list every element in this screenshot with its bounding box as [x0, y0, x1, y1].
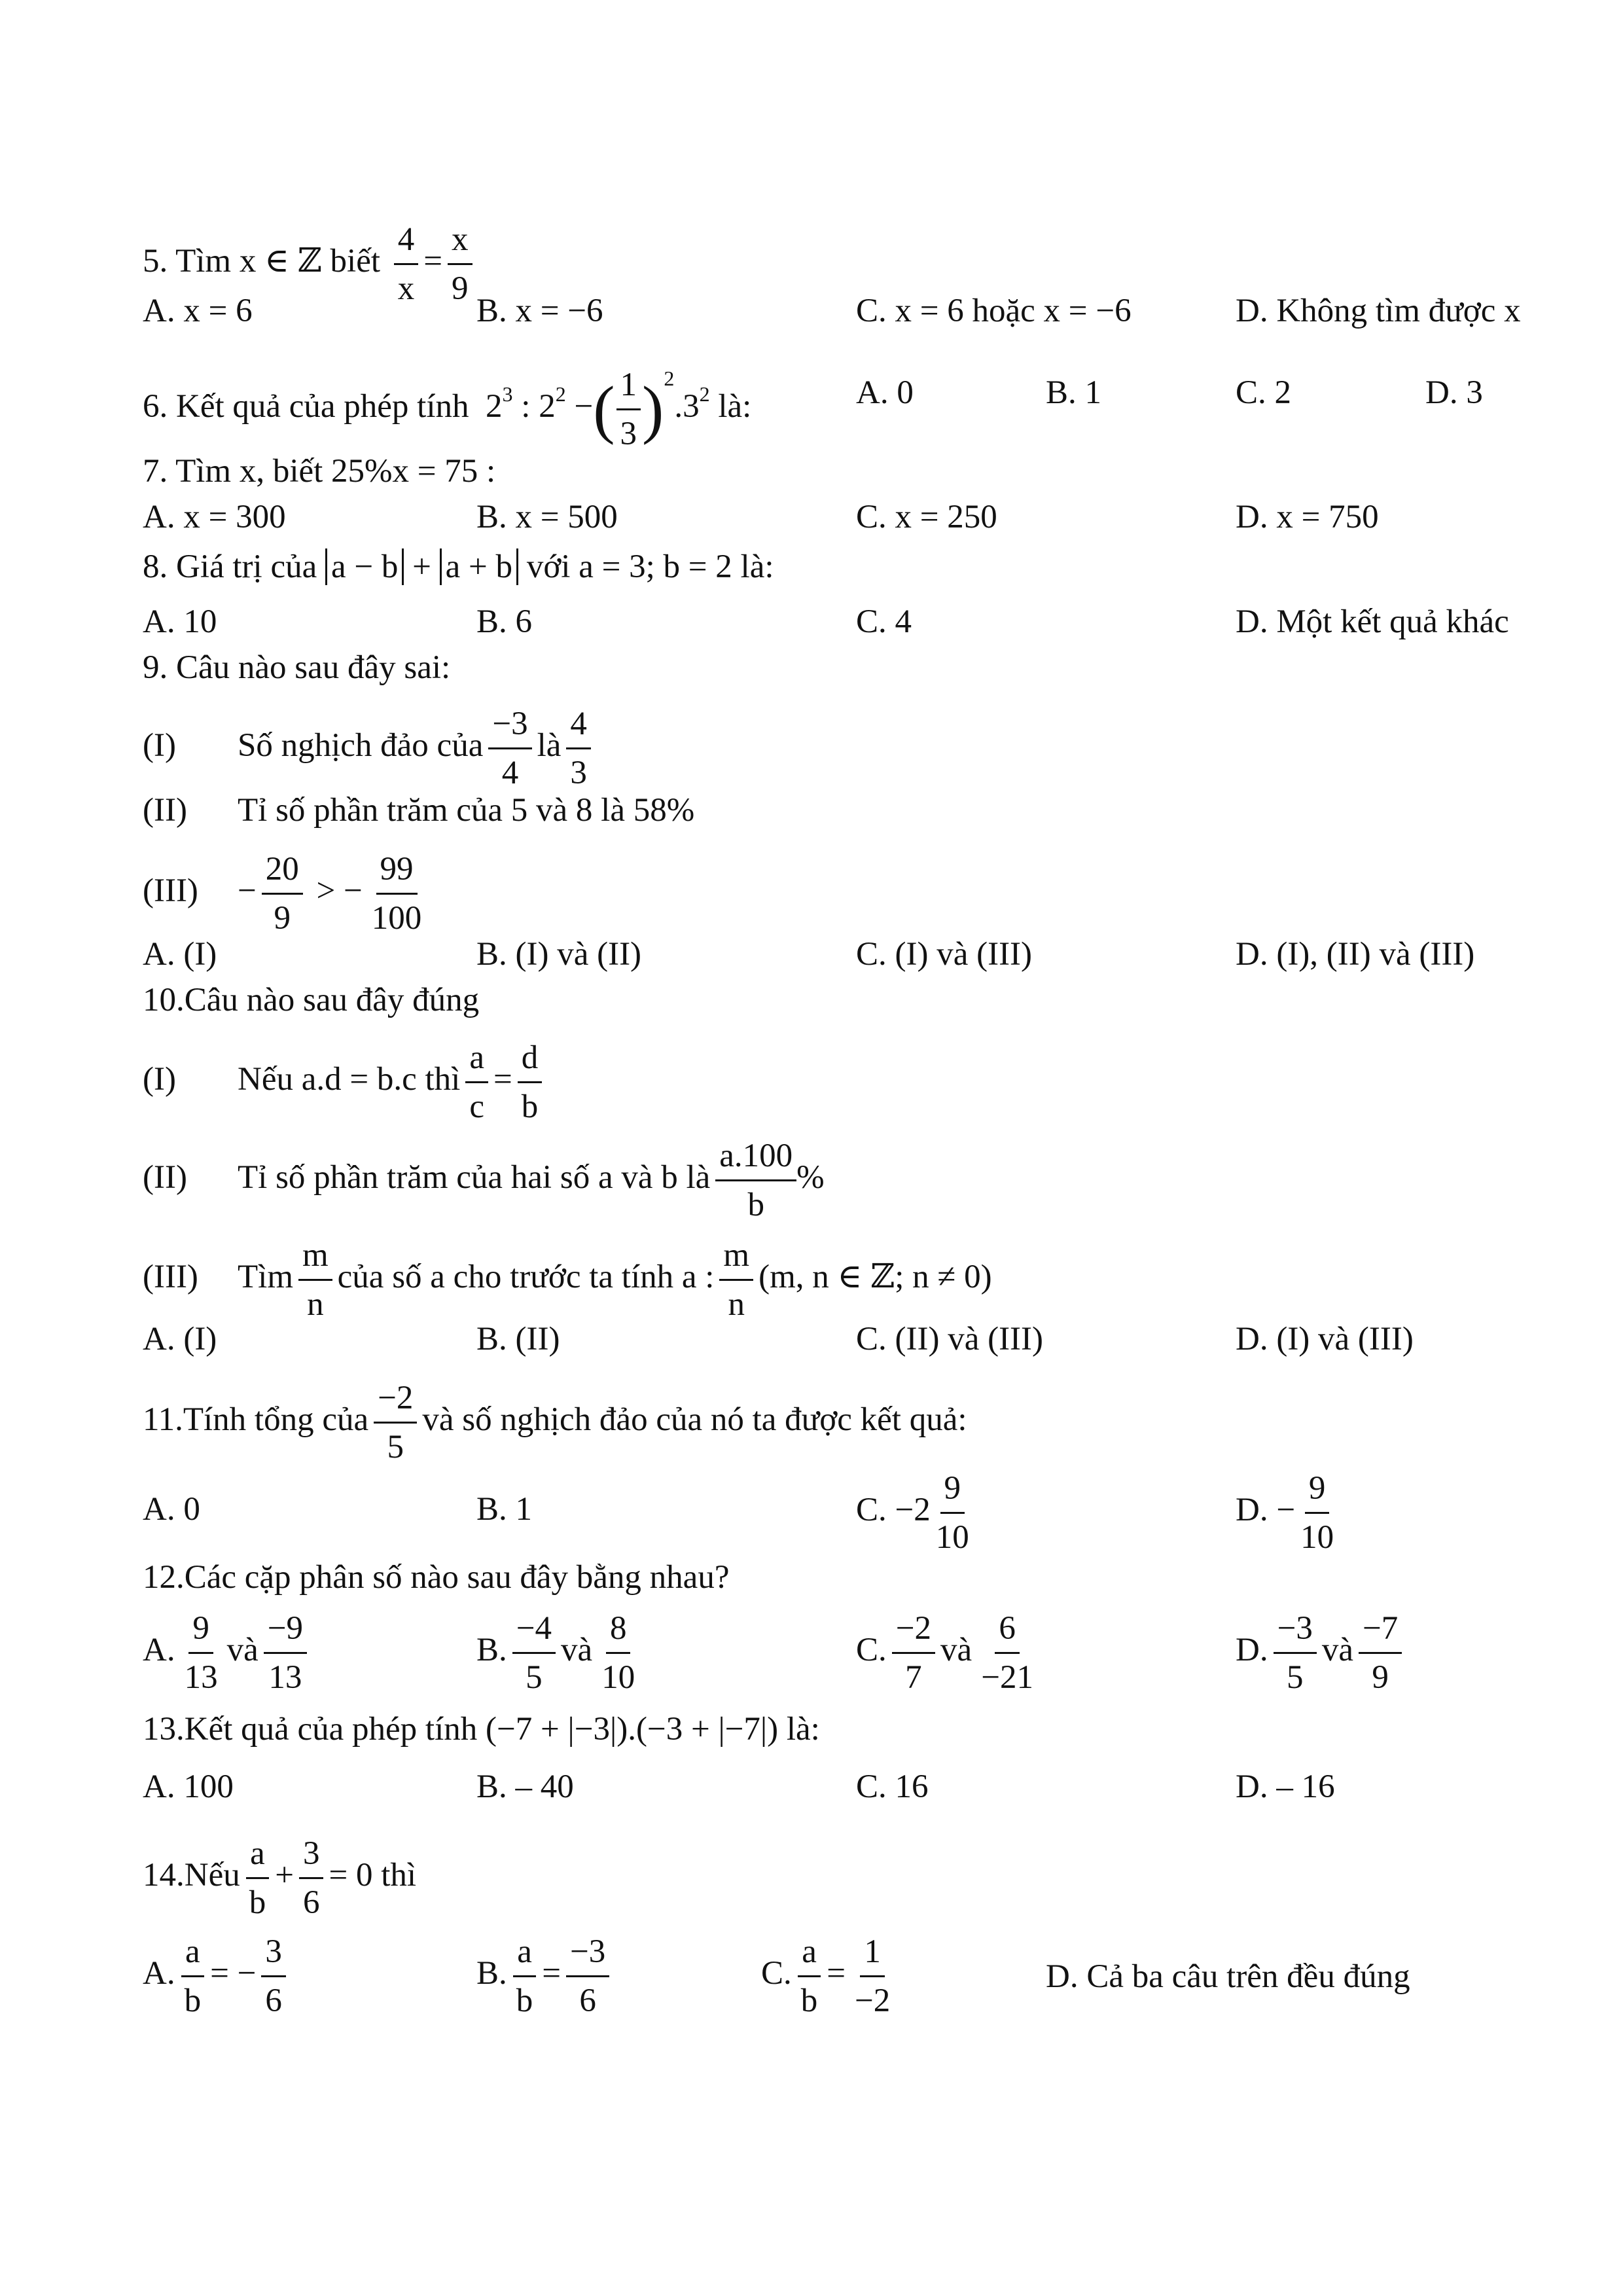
- q5-option-c[interactable]: C. x = 6 hoặc x = −6: [856, 293, 1132, 329]
- q6-option-c[interactable]: C. 2: [1236, 374, 1292, 411]
- q8-text: 8. Giá trị của: [143, 548, 317, 585]
- q12-d-fraction-1: $\frac{-3}{5}$: [1274, 1605, 1317, 1701]
- q12-option-a[interactable]: A. $\frac{9}{13}$ và $\frac{-9}{13}$: [143, 1605, 312, 1701]
- q8-option-a[interactable]: A. 10: [143, 603, 217, 640]
- q9-i-fraction-2: $\frac{4}{3}$: [566, 700, 591, 797]
- q7-option-b[interactable]: B. x = 500: [476, 499, 618, 535]
- q5-stem: 5. Tìm x ∈ ℤ biết $\frac{4}{x}$ = $\frac{x}{9}$: [143, 216, 478, 312]
- q8-option-d[interactable]: D. Một kết quả khác: [1236, 603, 1509, 640]
- q9-option-c[interactable]: C. (I) và (III): [856, 936, 1033, 973]
- q7-option-c[interactable]: C. x = 250: [856, 499, 997, 535]
- q11-fraction: $\frac{-2}{5}$: [374, 1374, 417, 1471]
- q9-option-d[interactable]: D. (I), (II) và (III): [1236, 936, 1475, 973]
- q9-iii-fraction-1: $\frac{20}{9}$: [262, 846, 303, 942]
- q6-option-d[interactable]: D. 3: [1425, 374, 1483, 411]
- q11-stem: 11.Tính tổng của $\frac{-2}{5}$ và số nghịch đảo của nó ta được kết quả:: [143, 1374, 967, 1471]
- q12-option-c[interactable]: C. $\frac{-2}{7}$ và $\frac{6}{-21}$: [856, 1605, 1043, 1701]
- q9-statement-ii: (II) Tỉ số phần trăm của 5 và 8 là 58%: [143, 792, 695, 829]
- q9-i-fraction-1: $\frac{-3}{4}$: [488, 700, 531, 797]
- q13-option-a[interactable]: A. 100: [143, 1768, 234, 1805]
- q13-option-d[interactable]: D. – 16: [1236, 1768, 1335, 1805]
- q10-i-fraction-1: $\frac{a}{c}$: [465, 1034, 488, 1130]
- q14-fraction-2: $\frac{3}{6}$: [299, 1830, 324, 1926]
- q6-fraction: $\frac{1}{3}$: [616, 361, 641, 457]
- q5-option-d[interactable]: D. Không tìm được x: [1236, 293, 1521, 329]
- q8-abs-2: a + b: [440, 548, 518, 585]
- q12-d-fraction-2: $\frac{-7}{9}$: [1359, 1605, 1402, 1701]
- q10-option-b[interactable]: B. (II): [476, 1321, 560, 1357]
- q10-statement-i: (I) Nếu a.d = b.c thì $\frac{a}{c}$ = $\frac{d}{b}$: [143, 1034, 547, 1130]
- q8-option-b[interactable]: B. 6: [476, 603, 533, 640]
- q13-option-c[interactable]: C. 16: [856, 1768, 929, 1805]
- q9-statement-i: (I) Số nghịch đảo của $\frac{-3}{4}$ là $\frac{4}{3}$: [143, 700, 596, 797]
- q11-option-b[interactable]: B. 1: [476, 1491, 533, 1528]
- q10-ii-fraction: $\frac{a.100}{b}$: [715, 1132, 796, 1229]
- q14-option-d[interactable]: D. Cả ba câu trên đều đúng: [1046, 1958, 1410, 1995]
- q14-option-c[interactable]: C. $\frac{a}{b}$ = $\frac{1}{-2}$: [761, 1928, 899, 2024]
- q14-b-fraction-2: $\frac{-3}{6}$: [566, 1928, 609, 2024]
- q9-option-b[interactable]: B. (I) và (II): [476, 936, 642, 973]
- q14-option-b[interactable]: B. $\frac{a}{b}$ = $\frac{-3}{6}$: [476, 1928, 615, 2024]
- q6-stem: [143, 359, 751, 457]
- q13-stem: 13.Kết quả của phép tính (−7 + |−3|).(−3 + |−7|) là:: [143, 1711, 820, 1748]
- q14-option-a[interactable]: A. $\frac{a}{b}$ = − $\frac{3}{6}$: [143, 1928, 291, 2024]
- q5-fraction-right: $\frac{x}{9}$: [448, 216, 473, 312]
- q10-option-d[interactable]: D. (I) và (III): [1236, 1321, 1414, 1357]
- q10-stem: 10.Câu nào sau đây đúng: [143, 982, 480, 1018]
- q10-option-c[interactable]: C. (II) và (III): [856, 1321, 1044, 1357]
- q14-a-fraction-1: $\frac{a}{b}$: [181, 1928, 205, 2024]
- q5-fraction-left: $\frac{4}{x}$: [394, 216, 419, 312]
- q6-expression: $2^3$ : $2^2$ −( $\frac{1}{3}$ )$^2.3^2$ là:: [477, 388, 751, 425]
- q6-option-a[interactable]: A. 0: [856, 374, 914, 411]
- q9-stem: 9. Câu nào sau đây sai:: [143, 649, 451, 686]
- q8-abs-1: a − b: [325, 548, 404, 585]
- q7-stem: 7. Tìm x, biết 25%x = 75 :: [143, 453, 496, 490]
- q10-statement-iii: (III) Tìm $\frac{m}{n}$ của số a cho trước ta tính a : $\frac{m}{n}$ (m, n ∈ ℤ; n ≠ 0): [143, 1232, 992, 1328]
- q14-a-fraction-2: $\frac{3}{6}$: [261, 1928, 286, 2024]
- q6-option-b[interactable]: B. 1: [1046, 374, 1102, 411]
- q12-option-b[interactable]: B. $\frac{-4}{5}$ và $\frac{8}{10}$: [476, 1605, 644, 1701]
- q10-i-fraction-2: $\frac{d}{b}$: [518, 1034, 543, 1130]
- q12-a-fraction-1: $\frac{9}{13}$: [181, 1605, 222, 1701]
- q11-c-fraction: $\frac{9}{10}$: [932, 1465, 973, 1561]
- q9-option-a[interactable]: A. (I): [143, 936, 217, 973]
- q12-c-fraction-1: $\frac{-2}{7}$: [892, 1605, 935, 1701]
- q9-iii-fraction-2: $\frac{99}{100}$: [368, 846, 426, 942]
- q11-option-d[interactable]: D. − $\frac{9}{10}$: [1236, 1465, 1343, 1561]
- q5-text: 5. Tìm x ∈ ℤ biết: [143, 243, 381, 280]
- q14-c-fraction-1: $\frac{a}{b}$: [797, 1928, 822, 2024]
- q5-option-a[interactable]: A. x = 6: [143, 293, 253, 329]
- q6-text: 6. Kết quả của phép tính: [143, 388, 469, 425]
- q12-option-d[interactable]: D. $\frac{-3}{5}$ và $\frac{-7}{9}$: [1236, 1605, 1407, 1701]
- q11-option-c[interactable]: C. −2 $\frac{9}{10}$: [856, 1465, 978, 1561]
- q7-option-a[interactable]: A. x = 300: [143, 499, 286, 535]
- q14-b-fraction-1: $\frac{a}{b}$: [512, 1928, 537, 2024]
- q12-stem: 12.Các cặp phân số nào sau đây bằng nhau?: [143, 1559, 730, 1596]
- q12-b-fraction-1: $\frac{-4}{5}$: [512, 1605, 556, 1701]
- q10-statement-ii: (II) Tỉ số phần trăm của hai số a và b là $\frac{a.100}{b}$ %: [143, 1132, 825, 1229]
- q13-option-b[interactable]: B. – 40: [476, 1768, 574, 1805]
- q14-stem: 14.Nếu $\frac{a}{b}$ + $\frac{3}{6}$ = 0 thì: [143, 1830, 416, 1926]
- q10-iii-fraction-1: $\frac{m}{n}$: [298, 1232, 332, 1328]
- q11-d-fraction: $\frac{9}{10}$: [1296, 1465, 1338, 1561]
- q5-option-b[interactable]: B. x = −6: [476, 293, 603, 329]
- q9-statement-iii: (III) − $\frac{20}{9}$ > − $\frac{99}{100}$: [143, 846, 431, 942]
- q10-option-a[interactable]: A. (I): [143, 1321, 217, 1357]
- q8-stem: 8. Giá trị của a − b + a + b với a = 3; b = 2 là:: [143, 548, 774, 585]
- q12-c-fraction-2: $\frac{6}{-21}$: [977, 1605, 1037, 1701]
- q10-iii-fraction-2: $\frac{m}{n}$: [719, 1232, 753, 1328]
- q12-a-fraction-2: $\frac{-9}{13}$: [264, 1605, 307, 1701]
- q11-option-a[interactable]: A. 0: [143, 1491, 200, 1528]
- q8-option-c[interactable]: C. 4: [856, 603, 912, 640]
- q14-c-fraction-2: $\frac{1}{-2}$: [851, 1928, 894, 2024]
- q14-fraction-1: $\frac{a}{b}$: [245, 1830, 270, 1926]
- q12-b-fraction-2: $\frac{8}{10}$: [597, 1605, 639, 1701]
- q7-option-d[interactable]: D. x = 750: [1236, 499, 1379, 535]
